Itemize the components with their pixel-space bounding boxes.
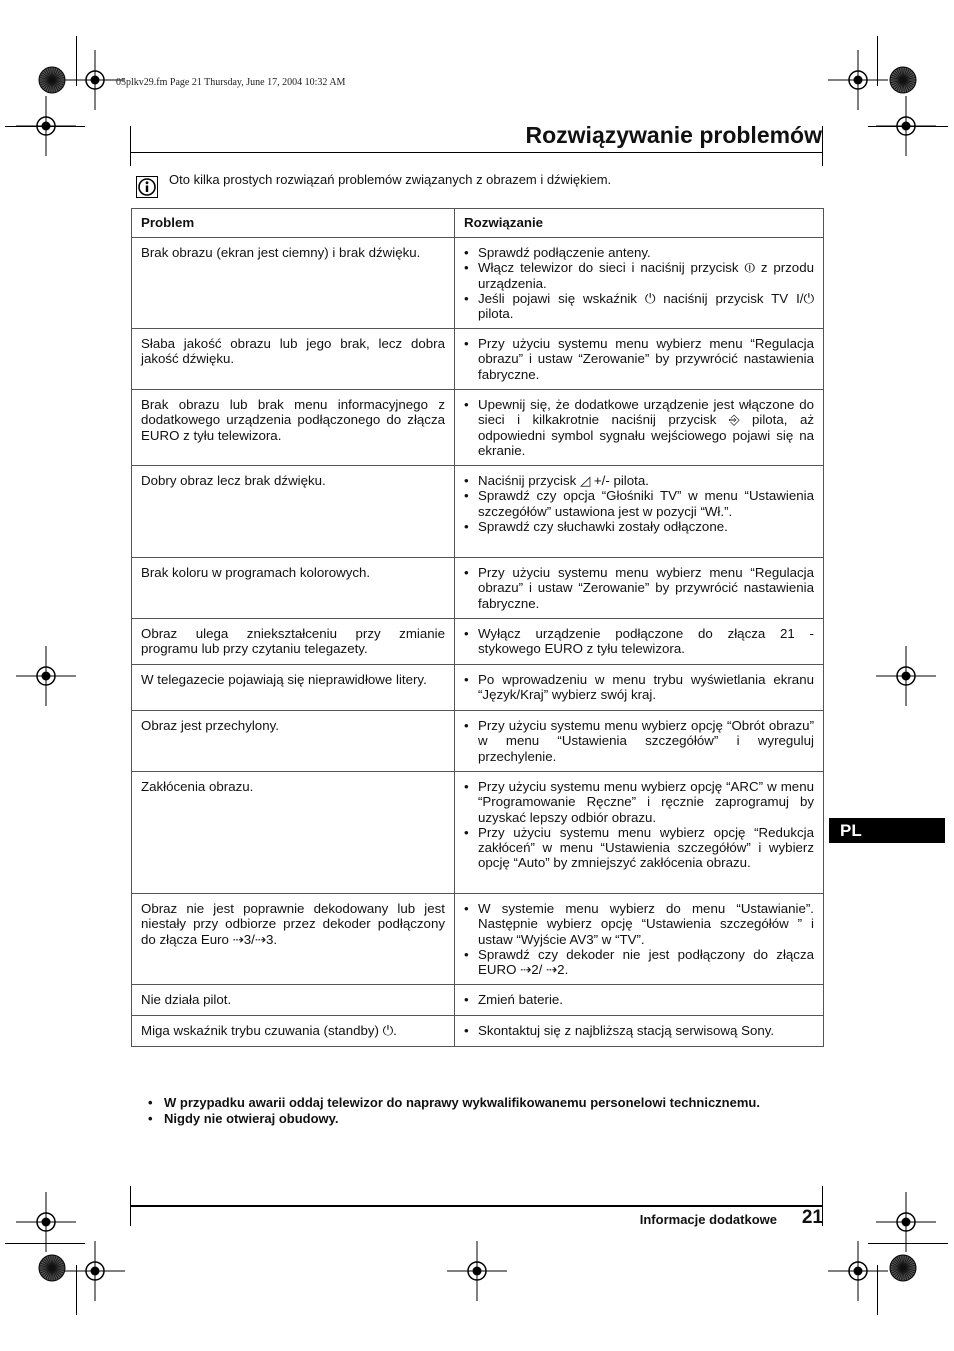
- solution-cell: [455, 894, 824, 985]
- table-header-row: [132, 209, 824, 238]
- solution-cell: [455, 772, 824, 894]
- solution-list: [464, 901, 814, 977]
- problem-cell: Miga wskaźnik trybu czuwania (standby) ⏻.: [132, 1016, 455, 1047]
- problem-cell: W telegazecie pojawiają się nieprawidłowe litery.: [132, 665, 455, 711]
- warning-item: • Nigdy nie otwieraj obudowy.: [148, 1111, 760, 1127]
- solution-item: • Sprawdź podłączenie anteny.: [478, 245, 814, 260]
- solution-list: [464, 626, 814, 656]
- registration-crosshair: [447, 1241, 507, 1301]
- table-row: [132, 772, 824, 894]
- troubleshooting-table: [131, 208, 824, 1047]
- solution-item: • Przy użyciu systemu menu wybierz opcję “Obrót obrazu” w menu “Ustawienia szczegółów” i wyreguluj przechylenie.: [478, 718, 814, 764]
- intro-text: Oto kilka prostych rozwiązań problemów związanych z obrazem i dźwiękiem.: [169, 172, 612, 187]
- crop-mark: [877, 1265, 878, 1315]
- problem-cell: Obraz ulega zniekształceniu przy zmianie programu lub przy czytaniu telegazety.: [132, 619, 455, 665]
- problem-cell: Słaba jakość obrazu lub jego brak, lecz dobra jakość dźwięku.: [132, 329, 455, 390]
- registration-starburst: [888, 1253, 918, 1283]
- problem-cell: Obraz jest przechylony.: [132, 711, 455, 772]
- solution-item: • Przy użyciu systemu menu wybierz opcję “ARC” w menu “Programowanie Ręczne” i ręcznie zaprogramuj by uzyskać lepszy odbiór obrazu.: [478, 779, 814, 825]
- page-number: 21: [801, 1207, 823, 1228]
- solution-item: • Włącz telewizor do sieci i naciśnij przycisk ⏼ z przodu urządzenia.: [478, 260, 814, 290]
- solution-list: [464, 565, 814, 611]
- table-row: [132, 665, 824, 711]
- crop-mark: [868, 1243, 948, 1244]
- crop-mark: [76, 1265, 77, 1315]
- table-row: [132, 238, 824, 329]
- solution-item: • Naciśnij przycisk ◿ +/- pilota.: [478, 473, 814, 488]
- solution-list: [464, 672, 814, 702]
- solution-cell: [455, 238, 824, 329]
- crop-mark: [5, 126, 85, 127]
- problem-cell: Zakłócenia obrazu.: [132, 772, 455, 894]
- registration-starburst: [37, 65, 67, 95]
- solution-cell: [455, 329, 824, 390]
- table-body: [132, 238, 824, 1047]
- solution-item: • Upewnij się, że dodatkowe urządzenie jest włączone do sieci i kilkakrotnie naciśnij przycisk ⎆ pilota, aż odpowiedni symbol sygnału wejściowego pojawi się na ekranie.: [478, 397, 814, 458]
- problem-cell: Brak koloru w programach kolorowych.: [132, 558, 455, 619]
- footer-section-label: Informacje dodatkowe: [639, 1212, 777, 1227]
- solution-cell: [455, 985, 824, 1016]
- problem-cell: Dobry obraz lecz brak dźwięku.: [132, 466, 455, 558]
- solution-item: • Sprawdź czy słuchawki zostały odłączone.: [478, 519, 814, 534]
- title-rule: [131, 152, 823, 153]
- crop-mark: [5, 1243, 85, 1244]
- table-row: [132, 894, 824, 985]
- table-row: [132, 985, 824, 1016]
- solution-list: [464, 336, 814, 382]
- problem-cell: Nie działa pilot.: [132, 985, 455, 1016]
- solution-cell: [455, 390, 824, 466]
- crop-mark: [868, 126, 948, 127]
- crop-mark: [76, 36, 77, 86]
- solution-list: [464, 245, 814, 321]
- solution-item: • Przy użyciu systemu menu wybierz menu “Regulacja obrazu” i ustaw “Zerowanie” by przywrócić nastawienia fabryczne.: [478, 336, 814, 382]
- registration-starburst: [888, 65, 918, 95]
- registration-starburst: [37, 1253, 67, 1283]
- solution-item: • Zmień baterie.: [478, 992, 814, 1007]
- solution-cell: [455, 1016, 824, 1047]
- registration-crosshair: [876, 646, 936, 706]
- table-row: [132, 329, 824, 390]
- file-meta-header: 05plkv29.fm Page 21 Thursday, June 17, 2004 10:32 AM: [116, 77, 346, 88]
- registration-crosshair: [16, 646, 76, 706]
- solution-list: [464, 473, 814, 534]
- solution-cell: [455, 619, 824, 665]
- info-icon: [136, 176, 158, 198]
- column-header-solution: Rozwiązanie: [455, 209, 824, 238]
- problem-cell: Brak obrazu lub brak menu informacyjnego z dodatkowego urządzenia podłączonego do złącza EURO z tyłu telewizora.: [132, 390, 455, 466]
- table-row: [132, 619, 824, 665]
- language-tab: PL: [829, 818, 945, 843]
- solution-list: [464, 1023, 814, 1038]
- solution-list: [464, 718, 814, 764]
- warning-item: • W przypadku awarii oddaj telewizor do naprawy wykwalifikowanemu personelowi technicznemu.: [148, 1095, 760, 1111]
- footer-rule: [131, 1205, 823, 1207]
- column-header-problem: Problem: [132, 209, 455, 238]
- solution-cell: [455, 665, 824, 711]
- registration-crosshair: [828, 1241, 888, 1301]
- solution-item: • Skontaktuj się z najbliższą stacją serwisową Sony.: [478, 1023, 814, 1038]
- warnings-list: [148, 1095, 760, 1126]
- solution-cell: [455, 711, 824, 772]
- page-title: Rozwiązywanie problemów: [525, 122, 822, 148]
- solution-list: [464, 779, 814, 870]
- solution-item: • W systemie menu wybierz do menu “Ustawianie”. Następnie wybierz opcję “Ustawienia szczegółów ” i ustaw “Wyjście AV3” w “TV”.: [478, 901, 814, 947]
- crop-mark: [822, 126, 823, 166]
- solution-item: • Wyłącz urządzenie podłączone do złącza 21 - stykowego EURO z tyłu telewizora.: [478, 626, 814, 656]
- table-row: [132, 390, 824, 466]
- table-row: [132, 558, 824, 619]
- solution-list: [464, 397, 814, 458]
- solution-cell: [455, 466, 824, 558]
- registration-crosshair: [65, 1241, 125, 1301]
- solution-list: [464, 992, 814, 1007]
- crop-mark: [130, 126, 131, 166]
- table-row: [132, 1016, 824, 1047]
- solution-item: • Przy użyciu systemu menu wybierz opcję “Redukcja zakłóceń” w menu “Ustawienia szczegółów” i wybierz opcję “Auto” by zmniejszyć zakłócenia obrazu.: [478, 825, 814, 871]
- table-row: [132, 711, 824, 772]
- problem-cell: Obraz nie jest poprawnie dekodowany lub jest niestały przy odbiorze przez dekoder podłączony do złącza Euro ⇢3/⇢3.: [132, 894, 455, 985]
- solution-item: • Sprawdź czy dekoder nie jest podłączony do złącza EURO ⇢2/ ⇢2.: [478, 947, 814, 977]
- solution-item: • Przy użyciu systemu menu wybierz menu “Regulacja obrazu” i ustaw “Zerowanie” by przywrócić nastawienia fabryczne.: [478, 565, 814, 611]
- solution-cell: [455, 558, 824, 619]
- solution-item: • Jeśli pojawi się wskaźnik ⏻ naciśnij przycisk TV I/⏻ pilota.: [478, 291, 814, 321]
- crop-mark: [877, 36, 878, 86]
- solution-item: • Sprawdź czy opcja “Głośniki TV” w menu “Ustawienia szczegółów” ustawiona jest w pozycji “Wł.”.: [478, 488, 814, 518]
- problem-cell: Brak obrazu (ekran jest ciemny) i brak dźwięku.: [132, 238, 455, 329]
- solution-item: • Po wprowadzeniu w menu trybu wyświetlania ekranu “Język/Kraj” wybierz swój kraj.: [478, 672, 814, 702]
- table-row: [132, 466, 824, 558]
